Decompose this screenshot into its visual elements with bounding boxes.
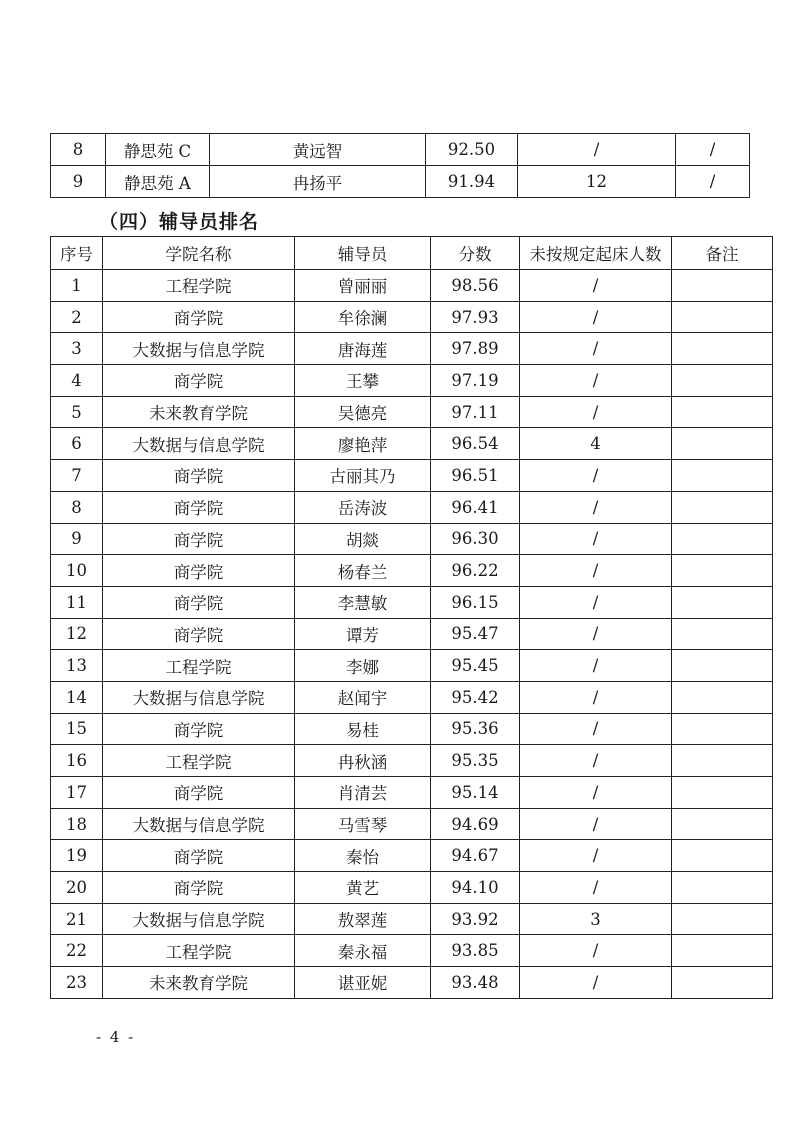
cell-index: 10 <box>51 555 103 587</box>
cell-remarks: / <box>676 166 750 198</box>
cell-count: / <box>520 333 672 365</box>
cell-score: 97.89 <box>431 333 520 365</box>
cell-count: / <box>520 618 672 650</box>
cell-remarks <box>672 967 773 999</box>
cell-index: 4 <box>51 365 103 397</box>
cell-person: 古丽其乃 <box>295 460 431 492</box>
cell-count: / <box>520 586 672 618</box>
table-row <box>51 777 773 809</box>
cell-score: 97.11 <box>431 396 520 428</box>
cell-person: 胡燚 <box>295 523 431 555</box>
cell-name: 商学院 <box>103 491 295 523</box>
cell-person: 赵闻宇 <box>295 681 431 713</box>
table-row <box>51 681 773 713</box>
cell-person: 李娜 <box>295 650 431 682</box>
table-row <box>51 396 773 428</box>
cell-remarks <box>672 840 773 872</box>
cell-index: 14 <box>51 681 103 713</box>
header-counselor: 辅导员 <box>295 237 431 270</box>
cell-index: 5 <box>51 396 103 428</box>
cell-remarks <box>672 618 773 650</box>
header-college: 学院名称 <box>103 237 295 270</box>
cell-index: 9 <box>51 166 106 198</box>
cell-count: / <box>520 840 672 872</box>
cell-remarks <box>672 301 773 333</box>
counselor-ranking-table <box>50 236 773 999</box>
cell-name: 大数据与信息学院 <box>103 333 295 365</box>
cell-index: 19 <box>51 840 103 872</box>
cell-index: 21 <box>51 903 103 935</box>
cell-person: 秦永福 <box>295 935 431 967</box>
cell-remarks <box>672 650 773 682</box>
cell-score: 97.93 <box>431 301 520 333</box>
cell-index: 23 <box>51 967 103 999</box>
cell-count: / <box>520 935 672 967</box>
table-row <box>51 270 773 302</box>
cell-name: 商学院 <box>103 555 295 587</box>
cell-count: / <box>520 872 672 904</box>
cell-score: 96.41 <box>431 491 520 523</box>
cell-remarks <box>672 935 773 967</box>
cell-index: 15 <box>51 713 103 745</box>
cell-remarks <box>672 713 773 745</box>
cell-index: 3 <box>51 333 103 365</box>
cell-index: 8 <box>51 134 106 166</box>
cell-count: / <box>520 555 672 587</box>
cell-index: 8 <box>51 491 103 523</box>
cell-count: / <box>520 460 672 492</box>
table-row <box>51 166 750 198</box>
cell-index: 6 <box>51 428 103 460</box>
cell-remarks <box>672 586 773 618</box>
cell-person: 王攀 <box>295 365 431 397</box>
cell-name: 商学院 <box>103 777 295 809</box>
header-late-risers: 未按规定起床人数 <box>520 237 672 270</box>
cell-score: 95.47 <box>431 618 520 650</box>
table-row <box>51 365 773 397</box>
cell-name: 商学院 <box>103 872 295 904</box>
cell-name: 静思苑 C <box>106 134 210 166</box>
cell-name: 大数据与信息学院 <box>103 428 295 460</box>
cell-name: 商学院 <box>103 840 295 872</box>
cell-person: 谭芳 <box>295 618 431 650</box>
cell-score: 91.94 <box>426 166 518 198</box>
table-row <box>51 586 773 618</box>
table-row <box>51 872 773 904</box>
cell-count: / <box>520 967 672 999</box>
cell-person: 冉扬平 <box>210 166 426 198</box>
header-index: 序号 <box>51 237 103 270</box>
cell-person: 岳涛波 <box>295 491 431 523</box>
cell-name: 工程学院 <box>103 745 295 777</box>
cell-score: 95.42 <box>431 681 520 713</box>
cell-index: 18 <box>51 808 103 840</box>
cell-count: / <box>520 301 672 333</box>
cell-name: 商学院 <box>103 618 295 650</box>
cell-name: 未来教育学院 <box>103 396 295 428</box>
cell-score: 96.30 <box>431 523 520 555</box>
table-row <box>51 301 773 333</box>
table-row <box>51 523 773 555</box>
cell-count: / <box>520 650 672 682</box>
cell-name: 商学院 <box>103 586 295 618</box>
cell-remarks <box>672 491 773 523</box>
cell-score: 95.45 <box>431 650 520 682</box>
cell-count: / <box>518 134 676 166</box>
cell-count: / <box>520 777 672 809</box>
header-remarks: 备注 <box>672 237 773 270</box>
dormitory-ranking-table-continued <box>50 133 750 198</box>
table-row <box>51 650 773 682</box>
table-row <box>51 134 750 166</box>
cell-person: 廖艳萍 <box>295 428 431 460</box>
cell-count: 12 <box>518 166 676 198</box>
cell-person: 敖翠莲 <box>295 903 431 935</box>
cell-count: / <box>520 491 672 523</box>
cell-remarks: / <box>676 134 750 166</box>
cell-name: 商学院 <box>103 460 295 492</box>
cell-name: 商学院 <box>103 523 295 555</box>
cell-person: 易桂 <box>295 713 431 745</box>
cell-score: 94.10 <box>431 872 520 904</box>
table-row <box>51 713 773 745</box>
cell-score: 94.67 <box>431 840 520 872</box>
table-row <box>51 967 773 999</box>
cell-count: / <box>520 681 672 713</box>
cell-remarks <box>672 396 773 428</box>
cell-person: 黄艺 <box>295 872 431 904</box>
cell-person: 牟徐澜 <box>295 301 431 333</box>
cell-person: 冉秋涵 <box>295 745 431 777</box>
cell-name: 商学院 <box>103 713 295 745</box>
cell-count: / <box>520 365 672 397</box>
cell-person: 唐海莲 <box>295 333 431 365</box>
cell-score: 97.19 <box>431 365 520 397</box>
cell-name: 工程学院 <box>103 935 295 967</box>
cell-name: 静思苑 A <box>106 166 210 198</box>
cell-name: 大数据与信息学院 <box>103 903 295 935</box>
cell-index: 16 <box>51 745 103 777</box>
cell-index: 12 <box>51 618 103 650</box>
cell-name: 商学院 <box>103 301 295 333</box>
cell-score: 94.69 <box>431 808 520 840</box>
cell-score: 96.22 <box>431 555 520 587</box>
cell-count: / <box>520 808 672 840</box>
cell-count: 3 <box>520 903 672 935</box>
table-row <box>51 333 773 365</box>
cell-index: 9 <box>51 523 103 555</box>
header-score: 分数 <box>431 237 520 270</box>
cell-count: 4 <box>520 428 672 460</box>
cell-person: 谌亚妮 <box>295 967 431 999</box>
table-header-row <box>51 237 773 270</box>
cell-person: 杨春兰 <box>295 555 431 587</box>
cell-name: 未来教育学院 <box>103 967 295 999</box>
cell-name: 工程学院 <box>103 650 295 682</box>
cell-remarks <box>672 777 773 809</box>
table-row <box>51 618 773 650</box>
table-row <box>51 935 773 967</box>
cell-count: / <box>520 745 672 777</box>
cell-count: / <box>520 713 672 745</box>
cell-score: 96.54 <box>431 428 520 460</box>
cell-remarks <box>672 555 773 587</box>
cell-remarks <box>672 523 773 555</box>
cell-remarks <box>672 270 773 302</box>
cell-score: 95.36 <box>431 713 520 745</box>
table-row <box>51 745 773 777</box>
cell-index: 7 <box>51 460 103 492</box>
cell-score: 93.48 <box>431 967 520 999</box>
cell-person: 肖清芸 <box>295 777 431 809</box>
cell-name: 商学院 <box>103 365 295 397</box>
cell-name: 工程学院 <box>103 270 295 302</box>
cell-person: 黄远智 <box>210 134 426 166</box>
table-row <box>51 840 773 872</box>
cell-person: 马雪琴 <box>295 808 431 840</box>
cell-score: 93.85 <box>431 935 520 967</box>
table-row <box>51 555 773 587</box>
cell-count: / <box>520 523 672 555</box>
cell-remarks <box>672 745 773 777</box>
cell-remarks <box>672 808 773 840</box>
cell-index: 11 <box>51 586 103 618</box>
cell-remarks <box>672 428 773 460</box>
cell-score: 96.15 <box>431 586 520 618</box>
table-row <box>51 491 773 523</box>
cell-remarks <box>672 681 773 713</box>
table-row <box>51 808 773 840</box>
cell-score: 96.51 <box>431 460 520 492</box>
cell-index: 22 <box>51 935 103 967</box>
cell-score: 92.50 <box>426 134 518 166</box>
cell-person: 秦怡 <box>295 840 431 872</box>
section-heading: （四）辅导员排名 <box>99 211 260 233</box>
table-row <box>51 428 773 460</box>
table-row <box>51 460 773 492</box>
page-number: - 4 - <box>96 1028 136 1046</box>
cell-score: 95.14 <box>431 777 520 809</box>
cell-index: 13 <box>51 650 103 682</box>
cell-name: 大数据与信息学院 <box>103 681 295 713</box>
cell-remarks <box>672 460 773 492</box>
cell-index: 2 <box>51 301 103 333</box>
cell-remarks <box>672 365 773 397</box>
cell-remarks <box>672 903 773 935</box>
cell-index: 20 <box>51 872 103 904</box>
table-row <box>51 903 773 935</box>
cell-score: 98.56 <box>431 270 520 302</box>
cell-score: 93.92 <box>431 903 520 935</box>
cell-remarks <box>672 333 773 365</box>
cell-person: 李慧敏 <box>295 586 431 618</box>
cell-name: 大数据与信息学院 <box>103 808 295 840</box>
cell-remarks <box>672 872 773 904</box>
cell-person: 曾丽丽 <box>295 270 431 302</box>
cell-score: 95.35 <box>431 745 520 777</box>
cell-person: 吴德亮 <box>295 396 431 428</box>
cell-index: 1 <box>51 270 103 302</box>
cell-count: / <box>520 396 672 428</box>
cell-count: / <box>520 270 672 302</box>
cell-index: 17 <box>51 777 103 809</box>
